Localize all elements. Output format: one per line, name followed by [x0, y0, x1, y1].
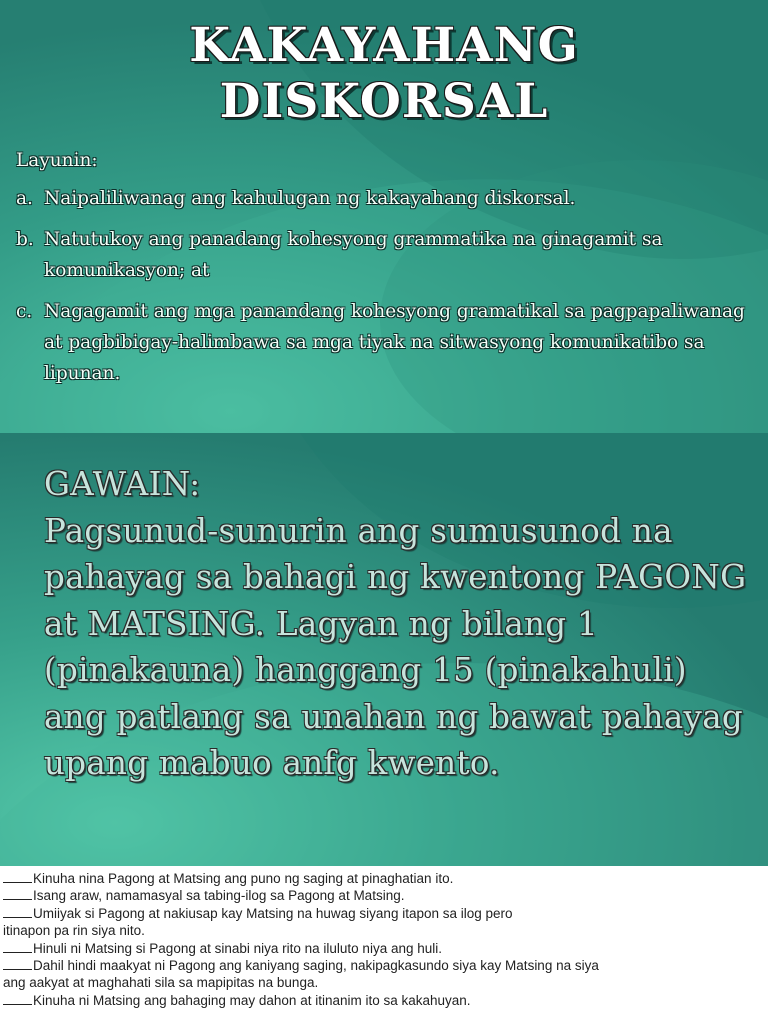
objective-item — [16, 183, 756, 214]
statement-line — [0, 992, 768, 1009]
statement-text: Isang araw, namamasyal sa tabing-ilog sa Pagong at Matsing. — [33, 888, 405, 904]
objective-text: Naipaliliwanag ang kahulugan ng kakayahang diskorsal. — [44, 188, 576, 209]
objective-text: Nagagamit ang mga panandang kohesyong gramatikal sa pagpapaliwanag at pagbibigay-halimbawa sa mga tiyak na sitwasyong komunikatibo sa lipunan. — [44, 301, 745, 384]
slide-activity — [0, 433, 768, 866]
statement-line — [0, 887, 768, 904]
answer-blank — [3, 993, 32, 1005]
slide-title — [0, 18, 768, 130]
objective-marker: c. — [16, 301, 33, 322]
statement-text: Umiiyak si Pagong at nakiusap kay Matsing na huwag siyang itapon sa ilog pero — [33, 905, 513, 921]
activity-instruction: Pagsunud-sunurin ang sumusunod na pahayag sa bahagi ng kwentong PAGONG at MATSING. Lagyan ng bilang 1 (pinakauna) hanggang 15 (pinakahuli) ang patlang sa unahan ng bawat pahayag upang mabuo anfg kwento. — [44, 511, 747, 782]
statement-line — [0, 905, 768, 922]
activity-text — [44, 461, 756, 787]
statement-text: Kinuha ni Matsing ang bahaging may dahon at itinanim ito sa kakahuyan. — [33, 992, 471, 1008]
answer-blank — [3, 871, 32, 883]
slide-objectives — [0, 0, 768, 433]
statement-list — [0, 866, 768, 1009]
objective-text: Natutukoy ang panadang kohesyong grammatika na ginagamit sa komunikasyon; at — [44, 229, 663, 281]
statement-line-continued — [0, 974, 768, 991]
answer-blank — [3, 958, 32, 970]
objective-marker: a. — [16, 188, 33, 209]
answer-blank — [3, 941, 32, 953]
statement-text: itinapon pa rin siya nito. — [3, 923, 145, 939]
objective-marker: b. — [16, 229, 34, 250]
activity-heading: GAWAIN: — [44, 465, 201, 503]
objective-item — [16, 224, 756, 286]
statement-text: Kinuha nina Pagong at Matsing ang puno ng saging at pinaghatian ito. — [33, 871, 454, 886]
statement-line — [0, 940, 768, 957]
title-line-1: KAKAYAHANG — [189, 18, 579, 73]
objective-item — [16, 296, 756, 389]
statement-line — [0, 870, 768, 887]
statement-line-continued — [0, 922, 768, 939]
statement-text: Dahil hindi maakyat ni Pagong ang kaniyang saging, nakipagkasundo siya kay Matsing na siya — [33, 958, 599, 974]
statement-line — [0, 957, 768, 974]
statement-text: ang aakyat at maghahati sila sa mapipitas na bunga. — [3, 975, 319, 991]
objectives-heading: Layunin: — [16, 150, 98, 171]
answer-blank — [3, 906, 32, 918]
story-statements — [0, 866, 768, 1024]
statement-text: Hinuli ni Matsing si Pagong at sinabi niya rito na iluluto niya ang huli. — [33, 940, 442, 956]
title-line-2: DISKORSAL — [219, 74, 549, 129]
objectives — [16, 150, 756, 399]
answer-blank — [3, 888, 32, 900]
